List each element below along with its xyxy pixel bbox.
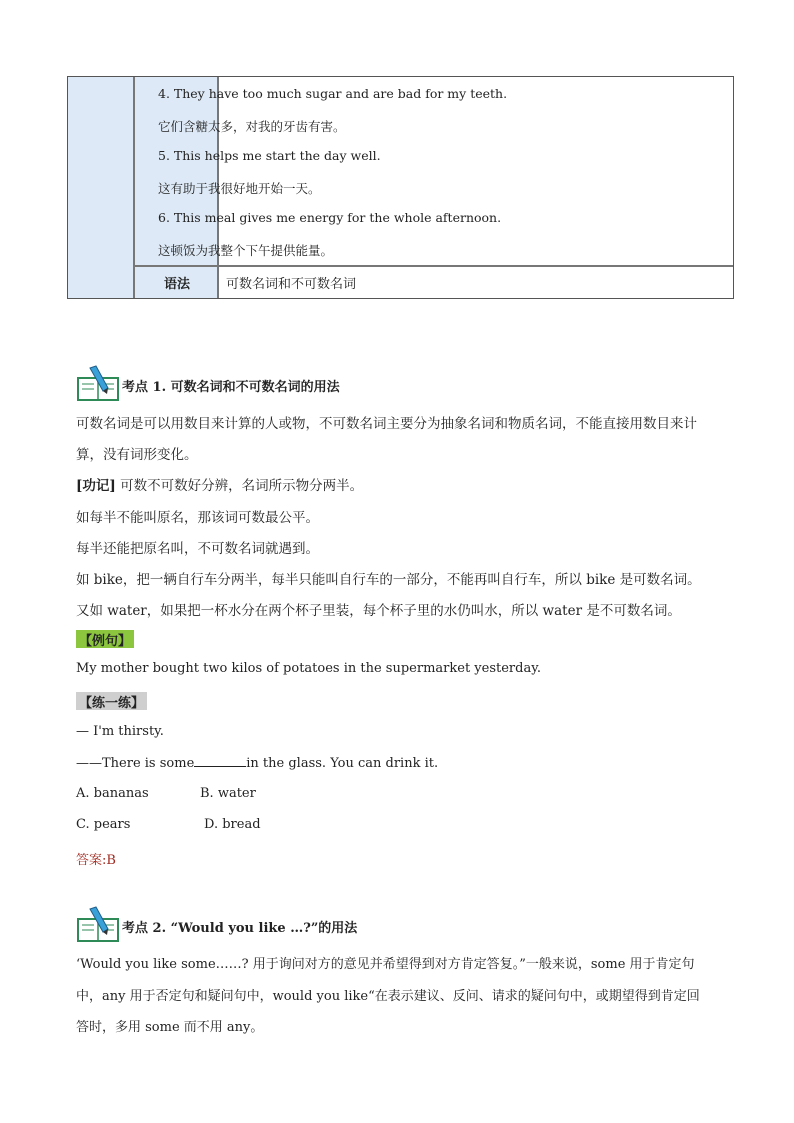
option-c: C. pears bbox=[76, 817, 131, 832]
table-sentence-4-en: 4. They have too much sugar and are bad for my teeth. bbox=[158, 86, 508, 101]
table-sentence-4-zh: 它们含糖太多，对我的牙齿有害。 bbox=[158, 119, 346, 134]
mnemonic-line-3: 每半还能把原名叫，不可数名词就遇到。 bbox=[76, 541, 319, 557]
example-sentence: My mother bought two kilos of potatoes in the supermarket yesterday. bbox=[76, 661, 541, 676]
table-sentence-6-en: 6. This meal gives me energy for the whole afternoon. bbox=[158, 210, 502, 225]
example-tag: 【例句】 bbox=[76, 630, 134, 648]
point-1-intro-line-2: 算，没有词形变化。 bbox=[76, 447, 198, 463]
option-a: A. bananas bbox=[76, 786, 149, 801]
option-b: B. water bbox=[200, 786, 256, 801]
point-2-line-3: 答时，多用 some 而不用 any。 bbox=[76, 1020, 264, 1035]
table-column-1 bbox=[68, 77, 135, 298]
practice-tag: 【练一练】 bbox=[76, 692, 147, 710]
mnemonic-line-1 bbox=[76, 474, 363, 494]
point-2-line-2: 中，any 用于否定句和疑问句中，would you like“在表示建议、反问、请求的疑问句中，或期望得到肯定回 bbox=[76, 989, 700, 1004]
example-line-bike: 如 bike，把一辆自行车分两半，每半只能叫自行车的一部分，不能再叫自行车，所以 bike 是可数名词。 bbox=[76, 572, 701, 588]
point-2-heading: 考点 2. “Would you like …?”的用法 bbox=[122, 921, 358, 936]
point-1-intro-line-1: 可数名词是可以用数目来计算的人或物，不可数名词主要分为抽象名词和物质名词，不能直接用数目来计 bbox=[76, 416, 697, 432]
dialog-line-2 bbox=[76, 755, 438, 771]
answer-text: 答案:B bbox=[76, 853, 116, 868]
example-line-water: 又如 water，如果把一杯水分在两个杯子里装，每个杯子里的水仍叫水，所以 water 是不可数名词。 bbox=[76, 603, 681, 619]
answer-blank bbox=[194, 755, 246, 767]
table-row-divider bbox=[135, 265, 733, 267]
dialog-line-1: — I'm thirsty. bbox=[76, 724, 164, 739]
book-pencil-icon bbox=[76, 905, 120, 943]
dialog-line-2-end: in the glass. You can drink it. bbox=[246, 756, 439, 771]
option-d: D. bread bbox=[204, 817, 261, 832]
mnemonic-text-1: 可数不可数好分辨，名词所示物分两半。 bbox=[120, 478, 364, 494]
mnemonic-tag: [功记] bbox=[76, 478, 116, 494]
table-sentence-5-zh: 这有助于我很好地开始一天。 bbox=[158, 181, 321, 196]
mnemonic-line-2: 如每半不能叫原名，那该词可数最公平。 bbox=[76, 510, 319, 526]
point-1-heading: 考点 1. 可数名词和不可数名词的用法 bbox=[122, 380, 340, 395]
table-sentence-6-zh: 这顿饭为我整个下午提供能量。 bbox=[158, 243, 334, 258]
point-2-line-1: ‘Would you like some……? 用于询问对方的意见并希望得到对方肯定答复。”一般来说，some 用于肯定句 bbox=[76, 957, 695, 972]
table-sentence-5-en: 5. This helps me start the day well. bbox=[158, 148, 381, 163]
dialog-line-2-start: ——There is some bbox=[76, 756, 195, 771]
grammar-label: 语法 bbox=[163, 277, 190, 292]
book-pencil-icon bbox=[76, 364, 120, 402]
grammar-value: 可数名词和不可数名词 bbox=[226, 277, 357, 292]
